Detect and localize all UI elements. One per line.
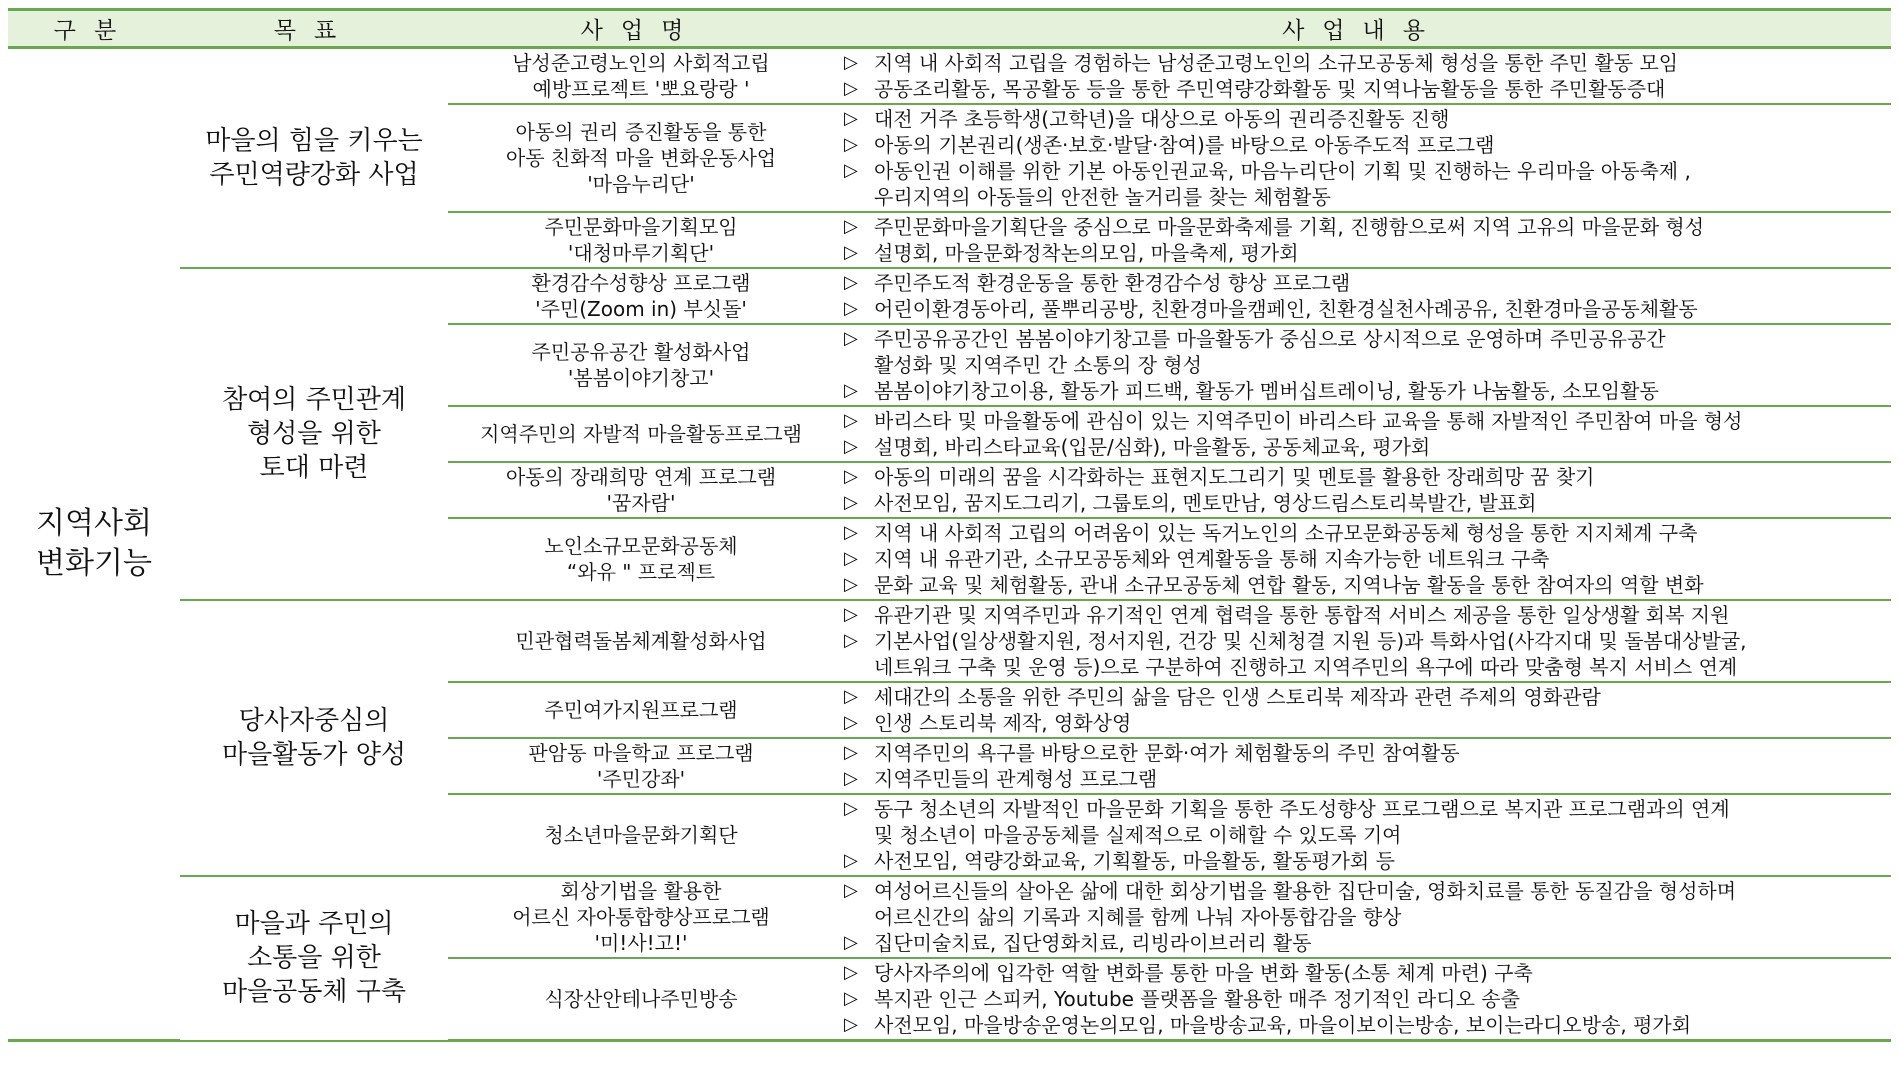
text-line: ▷ 사전모임, 꿈지도그리기, 그룹토의, 멘토만남, 영상드림스토리북발간, 발표회 bbox=[874, 491, 1537, 515]
goal-cell bbox=[180, 48, 448, 269]
text-line: ▷ 대전 거주 초등학생(고학년)을 대상으로 아동의 권리증진활동 진행 bbox=[874, 107, 1450, 131]
bullet-item bbox=[844, 50, 1885, 76]
bullet-item bbox=[844, 240, 1885, 266]
text-line: ▷ 공동조리활동, 목공활동 등을 통한 주민역량강화활동 및 지역나눔활동을 통한 주민활동증대 bbox=[874, 77, 1666, 101]
goal-cell bbox=[180, 876, 448, 1041]
bullet-item bbox=[844, 464, 1885, 490]
project-name-cell bbox=[448, 958, 834, 1041]
text-line: ▷ 지역 내 사회적 고립을 경험하는 남성준고령노인의 소규모공동체 형성을 통한 주민 활동 모임 bbox=[874, 51, 1679, 75]
text-line: 판암동 마을학교 프로그램 bbox=[528, 741, 754, 765]
bullet-item bbox=[844, 490, 1885, 516]
project-content-cell bbox=[834, 682, 1891, 738]
text-line: ▷ 사전모임, 마을방송운영논의모임, 마을방송교육, 마을이보이는방송, 보이는라디오방송, 평가회 bbox=[874, 1013, 1692, 1037]
text-line: 마을과 주민의 bbox=[234, 909, 394, 940]
bullet-item bbox=[844, 628, 1885, 680]
project-content-cell bbox=[834, 406, 1891, 462]
table-body bbox=[8, 48, 1891, 1041]
project-content-cell bbox=[834, 876, 1891, 958]
program-table bbox=[8, 8, 1891, 1042]
text-line: 아동 친화적 마을 변화운동사업 bbox=[505, 146, 777, 170]
text-line: 청소년마을문화기획단 bbox=[544, 823, 738, 847]
text-line: ▷ 바리스타 및 마을활동에 관심이 있는 지역주민이 바리스타 교육을 통해 자발적인 주민참여 마을 형성 bbox=[874, 409, 1743, 433]
text-line: ▷ 주민문화마을기획단을 중심으로 마을문화축제를 기획, 진행함으로써 지역 고유의 마을문화 형성 bbox=[874, 215, 1705, 239]
text-line: ▷ 지역 내 유관기관, 소규모공동체와 연계활동을 통해 지속가능한 네트워크 구축 bbox=[874, 547, 1550, 571]
text-line: 노인소규모문화공동체 bbox=[544, 534, 738, 558]
text-line: 우리지역의 아동들의 안전한 놀거리를 찾는 체험활동 bbox=[874, 185, 1331, 209]
text-line: '꿈자람' bbox=[606, 491, 676, 515]
text-line: ▷ 지역주민들의 관계형성 프로그램 bbox=[874, 767, 1158, 791]
bullet-item bbox=[844, 572, 1885, 598]
bullet-item bbox=[844, 326, 1885, 378]
bullet-item bbox=[844, 766, 1885, 792]
text-line: “와유 " 프로젝트 bbox=[566, 560, 716, 584]
bullet-item bbox=[844, 710, 1885, 736]
bullet-item bbox=[844, 132, 1885, 158]
text-line: 마을공동체 구축 bbox=[221, 977, 407, 1008]
text-line: 어르신 자아통합향상프로그램 bbox=[512, 905, 770, 929]
text-line: ▷ 지역 내 사회적 고립의 어려움이 있는 독거노인의 소규모문화공동체 형성을 통한 지지체계 구축 bbox=[874, 521, 1698, 545]
bullet-item bbox=[844, 106, 1885, 132]
text-line: 주민공유공간 활성화사업 bbox=[531, 340, 751, 364]
text-line: 마을의 힘을 키우는 bbox=[205, 126, 423, 156]
text-line: ▷ 동구 청소년의 자발적인 마을문화 기획을 통한 주도성향상 프로그램으로 복지관 프로그램과의 연계 bbox=[874, 797, 1730, 821]
header-project-name: 사업명 bbox=[448, 10, 834, 48]
text-line: ▷ 유관기관 및 지역주민과 유기적인 연계 협력을 통한 통합적 서비스 제공을 통한 일상생활 회복 지원 bbox=[874, 603, 1730, 627]
bullet-item bbox=[844, 1012, 1885, 1038]
table-header-row bbox=[8, 10, 1891, 48]
goal-cell bbox=[180, 268, 448, 600]
project-content-cell bbox=[834, 958, 1891, 1041]
text-line: '대청마루기획단' bbox=[567, 241, 715, 265]
text-line: ▷ 기본사업(일상생활지원, 정서지원, 건강 및 신체청결 지원 등)과 특화사업(사각지대 및 돌봄대상발굴, bbox=[874, 629, 1747, 653]
bullet-item bbox=[844, 986, 1885, 1012]
bullet-item bbox=[844, 76, 1885, 102]
text-line: 활성화 및 지역주민 간 소통의 장 형성 bbox=[874, 353, 1202, 377]
text-line: ▷ 주민주도적 환경운동을 통한 환경감수성 향상 프로그램 bbox=[874, 271, 1351, 295]
text-line: 소통을 위한 bbox=[247, 943, 381, 974]
bullet-item bbox=[844, 296, 1885, 322]
project-content-cell bbox=[834, 462, 1891, 518]
header-project-content: 사업내용 bbox=[834, 10, 1891, 48]
project-content-cell bbox=[834, 738, 1891, 794]
bullet-item bbox=[844, 796, 1885, 848]
bullet-item bbox=[844, 930, 1885, 956]
text-line: 식장산안테나주민방송 bbox=[544, 987, 738, 1011]
project-name-cell bbox=[448, 876, 834, 958]
text-line: 네트워크 구축 및 운영 등)으로 구분하여 진행하고 지역주민의 욕구에 따라 맞춤형 복지 서비스 연계 bbox=[874, 655, 1738, 679]
text-line: 주민역량강화 사업 bbox=[209, 160, 419, 190]
project-content-cell bbox=[834, 212, 1891, 268]
bullet-item bbox=[844, 158, 1885, 210]
text-line: '미!사!고!' bbox=[594, 931, 688, 955]
text-line: 지역주민의 자발적 마을활동프로그램 bbox=[480, 422, 802, 446]
text-line: ▷ 아동의 미래의 꿈을 시각화하는 표현지도그리기 및 멘토를 활용한 장래희망 꿈 찾기 bbox=[874, 465, 1595, 489]
project-content-cell bbox=[834, 518, 1891, 600]
text-line: 남성준고령노인의 사회적고립 bbox=[512, 51, 770, 75]
goal-cell bbox=[180, 600, 448, 876]
project-name-cell bbox=[448, 268, 834, 324]
bullet-item bbox=[844, 740, 1885, 766]
project-name-cell bbox=[448, 794, 834, 876]
text-line: ▷ 집단미술치료, 집단영화치료, 리빙라이브러리 활동 bbox=[874, 931, 1312, 955]
text-line: ▷ 여성어르신들의 살아온 삶에 대한 회상기법을 활용한 집단미술, 영화치료를 통한 동질감을 형성하며 bbox=[874, 879, 1737, 903]
bullet-item bbox=[844, 602, 1885, 628]
text-line: 아동의 권리 증진활동을 통한 bbox=[515, 120, 767, 144]
text-line: ▷ 인생 스토리북 제작, 영화상영 bbox=[874, 711, 1132, 735]
project-name-cell bbox=[448, 406, 834, 462]
bullet-item bbox=[844, 960, 1885, 986]
project-name-cell bbox=[448, 600, 834, 682]
project-name-cell bbox=[448, 324, 834, 406]
project-name-cell bbox=[448, 738, 834, 794]
project-content-cell bbox=[834, 104, 1891, 212]
text-line: 회상기법을 활용한 bbox=[560, 879, 722, 903]
project-content-cell bbox=[834, 268, 1891, 324]
bullet-item bbox=[844, 878, 1885, 930]
text-line: 환경감수성향상 프로그램 bbox=[531, 271, 751, 295]
project-content-cell bbox=[834, 794, 1891, 876]
project-content-cell bbox=[834, 324, 1891, 406]
project-content-cell bbox=[834, 48, 1891, 105]
project-name-cell bbox=[448, 518, 834, 600]
project-name-cell bbox=[448, 104, 834, 212]
text-line: 형성을 위한 bbox=[247, 419, 381, 449]
text-line: ▷ 사전모임, 역량강화교육, 기획활동, 마을활동, 활동평가회 등 bbox=[874, 849, 1395, 873]
bullet-item bbox=[844, 214, 1885, 240]
text-line: '주민(Zoom in) 부싯돌' bbox=[535, 297, 747, 321]
text-line: ▷ 지역주민의 욕구를 바탕으로한 문화·여가 체험활동의 주민 참여활동 bbox=[874, 741, 1460, 765]
text-line: ▷ 설명회, 마을문화정착논의모임, 마을축제, 평가회 bbox=[874, 241, 1299, 265]
header-goal: 목표 bbox=[180, 10, 448, 48]
text-line: ▷ 아동의 기본권리(생존·보호·발달·참여)를 바탕으로 아동주도적 프로그램 bbox=[874, 133, 1495, 157]
bullet-item bbox=[844, 546, 1885, 572]
program-table-container bbox=[8, 8, 1891, 1042]
text-line: 당사자중심의 bbox=[238, 706, 390, 736]
bullet-item bbox=[844, 434, 1885, 460]
text-line: 지역사회 bbox=[36, 506, 152, 541]
text-line: 어르신간의 삶의 기록과 지혜를 함께 나눠 자아통합감을 향상 bbox=[874, 905, 1402, 929]
text-line: 주민여가지원프로그램 bbox=[544, 698, 738, 722]
text-line: 및 청소년이 마을공동체를 실제적으로 이해할 수 있도록 기여 bbox=[874, 823, 1402, 847]
text-line: 주민문화마을기획모임 bbox=[544, 215, 738, 239]
table-row bbox=[8, 268, 1891, 324]
project-name-cell bbox=[448, 212, 834, 268]
text-line: ▷ 어린이환경동아리, 풀뿌리공방, 친환경마을캠페인, 친환경실천사례공유, 친환경마을공동체활동 bbox=[874, 297, 1698, 321]
text-line: 변화기능 bbox=[36, 546, 152, 581]
project-name-cell bbox=[448, 48, 834, 105]
table-row bbox=[8, 876, 1891, 958]
text-line: '주민강좌' bbox=[596, 767, 686, 791]
text-line: ▷ 봄봄이야기창고이용, 활동가 피드백, 활동가 멤버십트레이닝, 활동가 나눔활동, 소모임활동 bbox=[874, 379, 1659, 403]
text-line: ▷ 아동인권 이해를 위한 기본 아동인권교육, 마음누리단이 기획 및 진행하는 우리마을 아동축제 , bbox=[874, 159, 1691, 183]
text-line: 예방프로젝트 '뽀요랑랑 ' bbox=[532, 77, 750, 101]
table-row bbox=[8, 48, 1891, 105]
bullet-item bbox=[844, 848, 1885, 874]
text-line: 아동의 장래희망 연계 프로그램 bbox=[505, 465, 777, 489]
text-line: ▷ 세대간의 소통을 위한 주민의 삶을 담은 인생 스토리북 제작과 관련 주제의 영화관람 bbox=[874, 685, 1601, 709]
text-line: 토대 마련 bbox=[259, 453, 369, 483]
text-line: ▷ 설명회, 바리스타교육(입문/심화), 마을활동, 공동체교육, 평가회 bbox=[874, 435, 1431, 459]
project-content-cell bbox=[834, 600, 1891, 682]
project-name-cell bbox=[448, 462, 834, 518]
table-row bbox=[8, 600, 1891, 682]
category-cell bbox=[8, 48, 180, 1041]
text-line: ▷ 문화 교육 및 체험활동, 관내 소규모공동체 연합 활동, 지역나눔 활동을 통한 참여자의 역할 변화 bbox=[874, 573, 1704, 597]
text-line: ▷ 당사자주의에 입각한 역할 변화를 통한 마을 변화 활동(소통 체계 마련) 구축 bbox=[874, 961, 1533, 985]
bullet-item bbox=[844, 684, 1885, 710]
text-line: 마을활동가 양성 bbox=[221, 740, 407, 770]
text-line: ▷ 주민공유공간인 봄봄이야기창고를 마을활동가 중심으로 상시적으로 운영하며 주민공유공간 bbox=[874, 327, 1666, 351]
text-line: 민관협력돌봄체계활성화사업 bbox=[515, 629, 767, 653]
bullet-item bbox=[844, 378, 1885, 404]
bullet-item bbox=[844, 270, 1885, 296]
project-name-cell bbox=[448, 682, 834, 738]
text-line: '봄봄이야기창고' bbox=[567, 366, 715, 390]
bullet-item bbox=[844, 408, 1885, 434]
text-line: '마음누리단' bbox=[587, 172, 695, 196]
text-line: 참여의 주민관계 bbox=[221, 385, 407, 415]
text-line: ▷ 복지관 인근 스피커, Youtube 플랫폼을 활용한 매주 정기적인 라디오 송출 bbox=[874, 987, 1520, 1011]
header-category: 구분 bbox=[8, 10, 180, 48]
bullet-item bbox=[844, 520, 1885, 546]
